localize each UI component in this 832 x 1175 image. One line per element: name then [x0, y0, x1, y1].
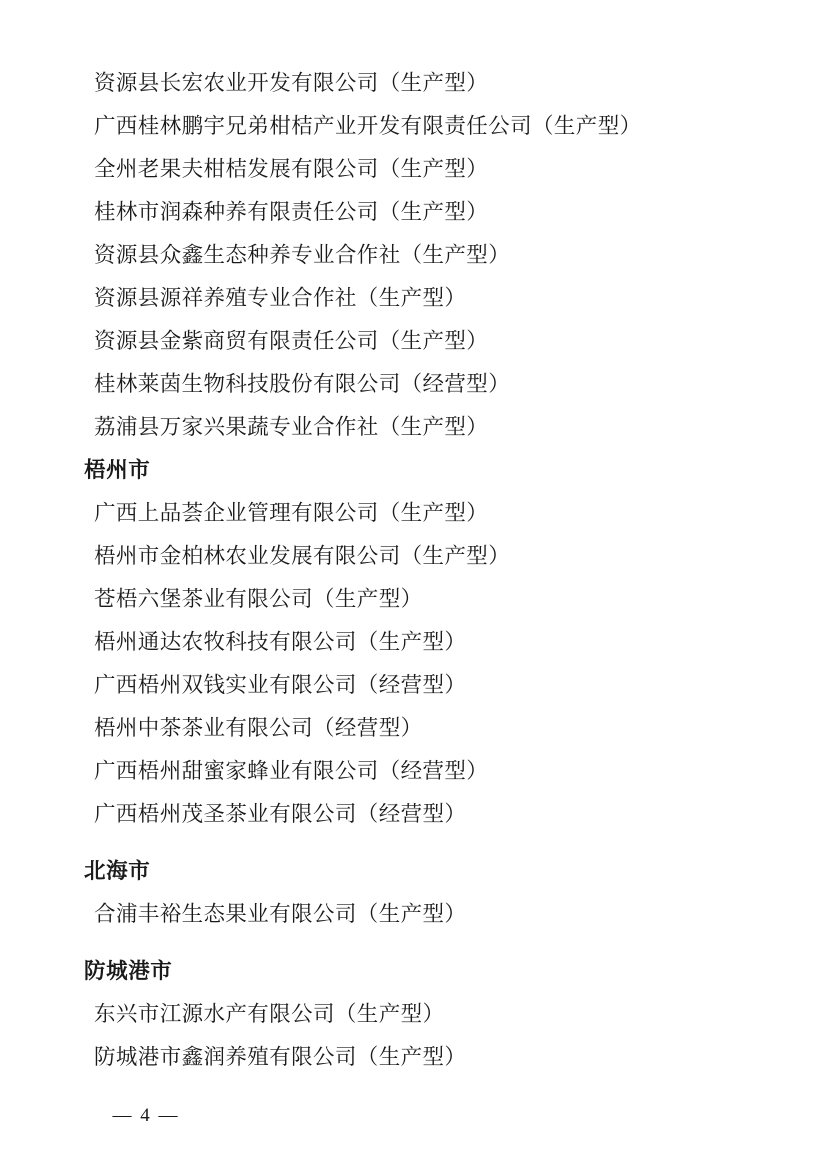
list-item: 桂林市润森种养有限责任公司（生产型）: [94, 200, 489, 224]
list-item: 荔浦县万家兴果蔬专业合作社（生产型）: [94, 415, 489, 439]
list-item: 资源县源祥养殖专业合作社（生产型）: [94, 286, 467, 310]
list-item: 全州老果夫柑桔发展有限公司（生产型）: [94, 157, 489, 181]
list-item: 广西梧州茂圣茶业有限公司（经营型）: [94, 802, 467, 826]
list-item: 合浦丰裕生态果业有限公司（生产型）: [94, 902, 467, 926]
section-heading: 梧州市: [84, 458, 151, 482]
list-item: 东兴市江源水产有限公司（生产型）: [94, 1002, 445, 1026]
list-item: 桂林莱茵生物科技股份有限公司（经营型）: [94, 372, 511, 396]
section-heading: 防城港市: [84, 959, 173, 983]
list-item: 资源县金紫商贸有限责任公司（生产型）: [94, 329, 489, 353]
list-item: 防城港市鑫润养殖有限公司（生产型）: [94, 1045, 467, 1069]
list-item: 广西桂林鹏宇兄弟柑桔产业开发有限责任公司（生产型）: [94, 114, 642, 138]
list-item: 梧州市金柏林农业发展有限公司（生产型）: [94, 544, 511, 568]
list-item: 苍梧六堡茶业有限公司（生产型）: [94, 587, 423, 611]
list-item: 梧州通达农牧科技有限公司（生产型）: [94, 630, 467, 654]
section-heading: 北海市: [84, 859, 151, 883]
list-item: 广西梧州双钱实业有限公司（经营型）: [94, 673, 467, 697]
page-footer: [0, 1105, 832, 1127]
list-item: 梧州中茶茶业有限公司（经营型）: [94, 716, 423, 740]
list-item: 广西上品荟企业管理有限公司（生产型）: [94, 501, 489, 525]
list-item: 资源县众鑫生态种养专业合作社（生产型）: [94, 243, 511, 267]
page-number: — 4 —: [112, 1105, 180, 1126]
list-item: 资源县长宏农业开发有限公司（生产型）: [94, 71, 489, 95]
document-body: [72, 62, 760, 1079]
list-item: 广西梧州甜蜜家蜂业有限公司（经营型）: [94, 759, 489, 783]
